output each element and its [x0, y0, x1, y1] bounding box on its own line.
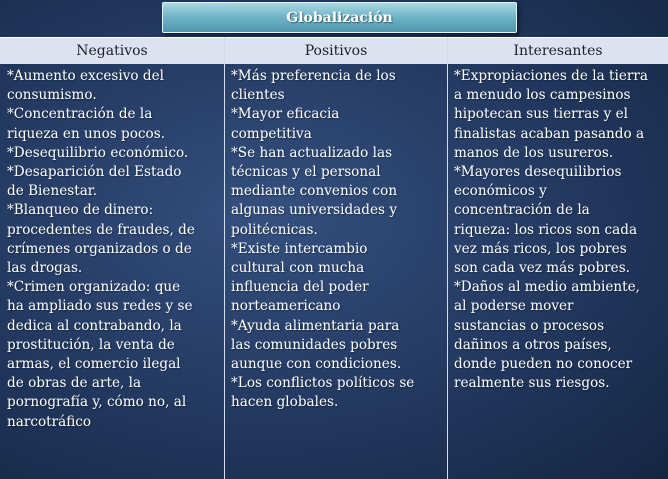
cell-line: *Mayores desequilibrios	[454, 164, 622, 181]
cell-line: de Bienestar.	[7, 183, 98, 200]
cell-line: al poderse mover	[454, 298, 574, 315]
cell-line: *Concentración de la	[7, 106, 153, 123]
cell-line: riqueza: los ricos son cada	[454, 221, 638, 238]
cell-line: prostitución, la venta de	[7, 336, 175, 353]
cell-line: *Aumento excesivo del	[7, 68, 164, 84]
header-positivos: Positivos	[304, 43, 368, 59]
cell-line: son cada vez más pobres.	[454, 260, 631, 277]
slide-title: Globalización	[286, 9, 393, 26]
cell-line: *Desequilibrio económico.	[7, 144, 189, 161]
cell-line: crímenes organizados o de	[7, 240, 192, 257]
cell-line: manos de los usureros.	[454, 144, 614, 161]
cell-line: vez más ricos, los pobres	[454, 240, 627, 257]
cell-line: *Mayor eficacia	[231, 106, 340, 123]
cell-line: riqueza en unos pocos.	[7, 125, 166, 142]
column-divider	[224, 37, 225, 479]
cell-line: *Desaparición del Estado	[7, 164, 182, 181]
cell-line: ha ampliado sus redes y se	[7, 298, 193, 315]
cell-line: finalistas acaban pasando a	[454, 125, 645, 142]
cell-line: las comunidades pobres	[231, 336, 398, 353]
cell-line: pornografía y, cómo no, al	[7, 394, 187, 411]
table-header-row	[0, 37, 668, 64]
cell-line: de obras de arte, la	[7, 375, 142, 392]
cell-line: *Expropiaciones de la tierra	[454, 68, 648, 84]
cell-line: *Más preferencia de los	[231, 68, 396, 84]
cell-line: influencia del poder	[231, 279, 369, 296]
cell-line: *Los conflictos políticos se	[231, 375, 415, 392]
cell-line: *Daños al medio ambiente,	[454, 279, 640, 296]
cell-line: cultural con mucha	[231, 260, 365, 277]
cell-line: *Crimen organizado: que	[7, 279, 181, 296]
cell-line: las drogas.	[7, 260, 83, 277]
cell-line: consumismo.	[7, 87, 97, 104]
column-divider	[447, 37, 448, 479]
cell-positivos	[231, 67, 445, 413]
cell-line: mediante convenios con	[231, 183, 398, 200]
cell-line: politécnicas.	[231, 221, 318, 238]
cell-line: donde pueden no conocer	[454, 356, 633, 373]
cell-line: *Blanqueo de dinero:	[7, 202, 154, 219]
cell-interesantes	[454, 67, 668, 393]
cell-line: narcotráfico	[7, 413, 92, 430]
cell-line: algunas universidades y	[231, 202, 397, 219]
cell-line: hipotecan sus tierras y el	[454, 106, 628, 123]
cell-line: hacen globales.	[231, 394, 339, 411]
cell-line: aunque con condiciones.	[231, 356, 402, 373]
cell-line: técnicas y el personal	[231, 164, 381, 181]
cell-line: competitiva	[231, 125, 312, 142]
cell-line: a menudo los campesinos	[454, 87, 631, 104]
header-negativos: Negativos	[76, 43, 148, 59]
cell-line: dañinos a otros países,	[454, 336, 612, 353]
cell-line: sustancias o procesos	[454, 317, 605, 334]
cell-line: concentración de la	[454, 202, 590, 219]
cell-line: *Se han actualizado las	[231, 144, 393, 161]
cell-negativos	[7, 67, 222, 432]
cell-line: realmente sus riesgos.	[454, 375, 610, 392]
cell-line: procedentes de fraudes, de	[7, 221, 195, 238]
cell-line: clientes	[231, 87, 285, 104]
header-interesantes: Interesantes	[513, 43, 603, 59]
cell-line: armas, el comercio ilegal	[7, 356, 181, 373]
cell-line: *Existe intercambio	[231, 240, 368, 257]
comparison-table	[0, 37, 668, 479]
cell-line: económicos y	[454, 183, 547, 200]
slide-title-box	[162, 2, 517, 33]
cell-line: norteamericano	[231, 298, 341, 315]
cell-line: dedica al contrabando, la	[7, 317, 182, 334]
cell-line: *Ayuda alimentaria para	[231, 317, 400, 334]
